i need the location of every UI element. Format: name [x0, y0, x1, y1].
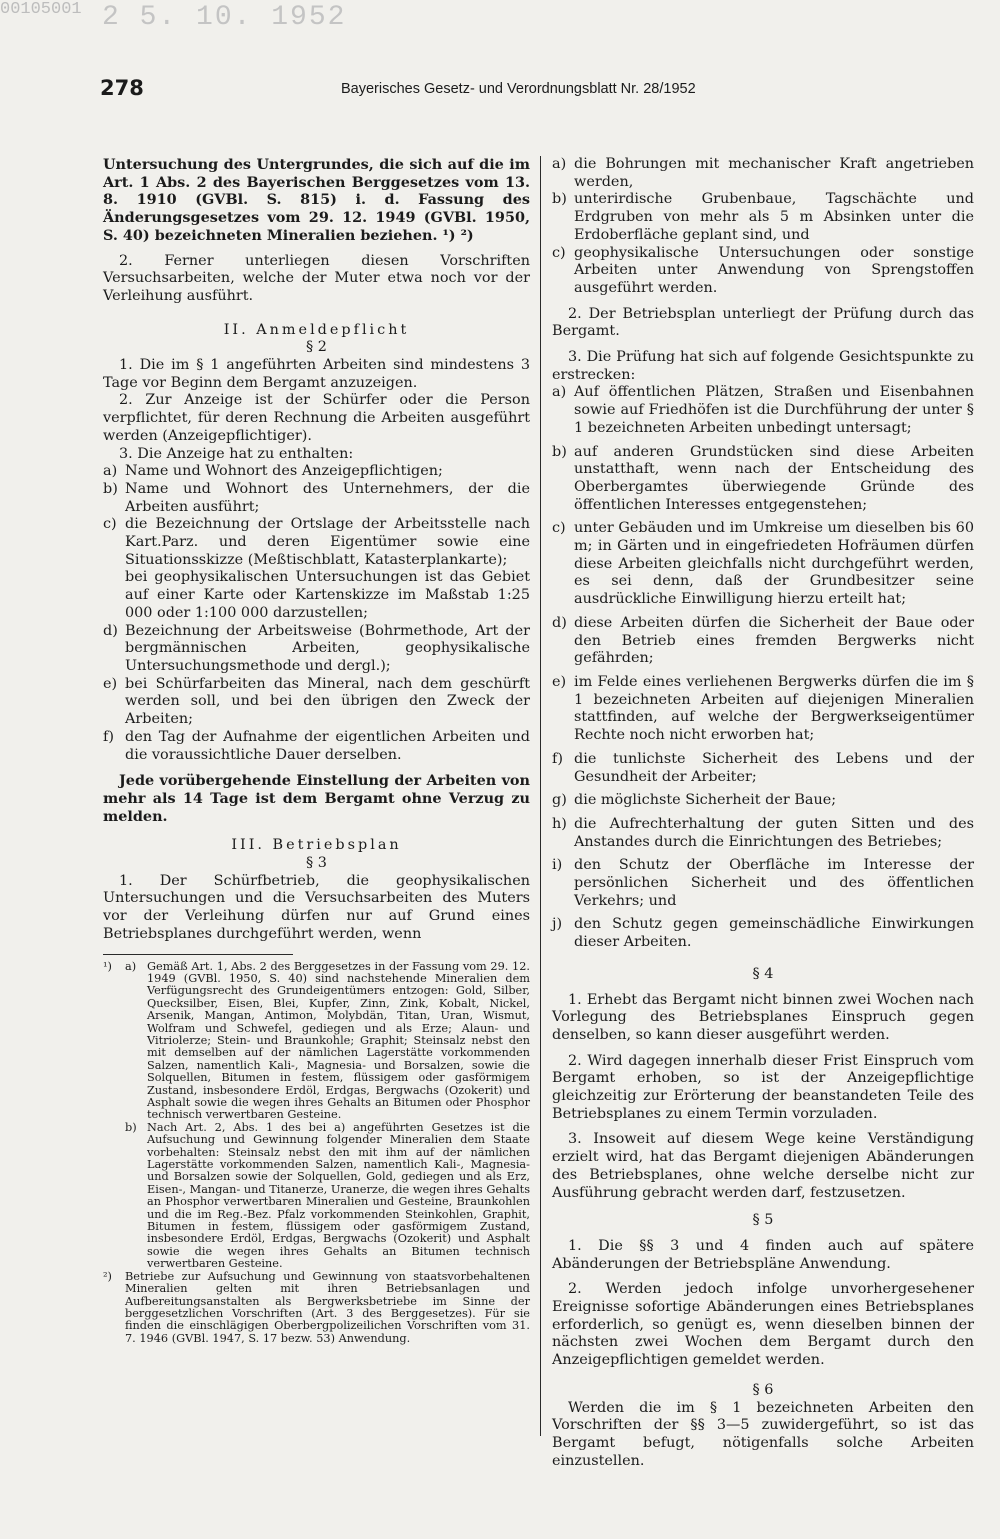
list-item: c) unter Gebäuden und im Umkreise um dieselben bis 60 m; in Gärten und in eingefriedeten Hofräumen dürfen diese Arbeiten gleichfalls nicht durchgeführt werden, es sei denn, daß der Grundbesitzer seine ausdrückliche Einwilligung hierzu erteilt hat;	[552, 520, 974, 608]
section-4-paragraph-sign: § 4	[752, 965, 774, 982]
section-2-title: II. Anmeldepflicht	[223, 321, 410, 338]
date-stamp: 2 5. 10. 1952	[102, 2, 347, 33]
list-item: h) die Aufrechterhaltung der guten Sitten und des Anstandes durch die Einrichtungen des Betriebes;	[552, 815, 974, 850]
paragraph-2-2: 2. Zur Anzeige ist der Schürfer oder die Person verpflichtet, für deren Rechnung die Arbeiten ausgeführt werden (Anzeigepflichtiger).	[103, 392, 530, 444]
list-item: j) den Schutz gegen gemeinschädliche Einwirkungen dieser Arbeiten.	[552, 916, 974, 951]
anzeige-list	[103, 463, 530, 764]
paragraph-2-1: 1. Die im § 1 angeführten Arbeiten sind mindestens 3 Tage vor Beginn dem Bergamt anzuzeigen.	[103, 357, 530, 391]
right-column	[552, 156, 974, 1470]
paragraph-2-3: 3. Die Anzeige hat zu enthalten:	[119, 445, 354, 462]
list-item: d) diese Arbeiten dürfen die Sicherheit der Baue oder den Betrieb eines fremden Bergwerks nicht gefährden;	[552, 614, 974, 667]
list-item: a) Auf öffentlichen Plätzen, Straßen und Eisenbahnen sowie auf Friedhöfen ist die Durchführung der unter § 1 bezeichneten Arbeiten unbedingt untersagt;	[552, 384, 974, 436]
paragraph-1-2: 2. Ferner unterliegen diesen Vorschriften Versuchsarbeiten, welche der Muter etwa noch vor der Verleihung ausführt.	[103, 252, 530, 304]
paragraph-5-1: 1. Die §§ 3 und 4 finden auch auf spätere Abänderungen der Betriebspläne Anwendung.	[552, 1237, 974, 1272]
paragraph-5-2: 2. Werden jedoch infolge unvorhergesehener Ereignisse sofortige Abänderungen eines Betriebsplanes erforderlich, so genügt es, wenn dieselben binnen der nächsten zwei Wochen dem Bergamt durch den Anzeigepflichtigen gemeldet werden.	[552, 1281, 974, 1369]
paragraph-3-2: 2. Der Betriebsplan unterliegt der Prüfung durch das Bergamt.	[552, 305, 974, 340]
section-3-paragraph-sign: § 3	[306, 855, 327, 872]
list-item: b) unterirdische Grubenbaue, Tagschächte und Erdgruben von mehr als 5 m Absinken unter die Erdoberfläche geplant sind, und	[552, 191, 974, 243]
list-item: a) die Bohrungen mit mechanischer Kraft angetrieben werden,	[552, 156, 974, 190]
paragraph-3-1: 1. Der Schürfbetrieb, die geophysikalischen Untersuchungen und die Versuchsarbeiten des Muters vor der Verleihung dürfen nur auf Grund eines Betriebsplanes durchgeführt werden, wenn	[103, 872, 530, 942]
list-item: d) Bezeichnung der Arbeitsweise (Bohrmethode, Art der bergmännischen Arbeiten, geophysikalische Untersuchungsmethode und dergl.);	[103, 622, 530, 674]
list-item: i) den Schutz der Oberfläche im Interesse der persönlichen Sicherheit und des öffentlichen Verkehrs; und	[552, 857, 974, 909]
paragraph-4-2: 2. Wird dagegen innerhalb dieser Frist Einspruch vom Bergamt erhoben, so ist der Anzeigepflichtige gleichzeitig zur Erörterung der beanstandeten Teile des Betriebsplanes zu einem Termin vorzuladen.	[552, 1052, 974, 1122]
suspension-paragraph: Jede vorübergehende Einstellung der Arbeiten von mehr als 14 Tage ist dem Bergamt ohne Verzug zu melden.	[103, 772, 530, 825]
intro-paragraph: Untersuchung des Untergrundes, die sich auf die im Art. 1 Abs. 2 des Bayerischen Berggesetzes vom 13. 8. 1910 (GVBl. S. 815) i. d. Fassung des Änderungsgesetzes vom 29. 12. 1949 (GVBl. 1950, S. 40) bezeichneten Mineralien beziehen. ¹) ²)	[103, 156, 530, 244]
footnote-1: ¹) a) Gemäß Art. 1, Abs. 2 des Berggesetzes in der Fassung vom 29. 12. 1949 (GVBl. 1950, S. 40) sind nachstehende Mineralien dem Verfügungsrecht des Grundeigentümers entzogen: Gold, Silber, Quecksilber, Eisen, Blei, Kupfer, Zinn, Zink, Kobalt, Nickel, Arsenik, Mangan, Antimon, Molybdän, Titan, Uran, Wismut, Wolfram und Schwefel, gediegen und als Erze; Alaun- und Vitriolerze; Stein- und Braunkohle; Graphit; Steinsalz nebst den mit demselben auf der nämlichen Lagerstätte vorkommenden Salzen, namentlich Kali-, Magnesia- und Borsalzen, sowie die Solquellen, Bitumen in festem, flüssigem oder gasförmigem Zustand, insbesondere Erdöl, Erdgas, Bergwachs (Ozokerit) und Asphalt sowie die wegen ihres Gehalts an Bitumen oder Phosphor technisch verwertbaren Gesteine. b) Nach Art. 2, Abs. 1 des bei a) angeführten Gesetzes ist die Aufsuchung und Gewinnung folgender Mineralien dem Staate vorbehalten: Steinsalz nebst den mit ihm auf der nämlichen Lagerstätte vorkommenden Salzen, namentlich Kali-, Magnesia- und Borsalzen sowie der Solquellen, Gold, gediegen und als Erz, Eisen-, Mangan- und Titanerze, Uranerze, die wegen ihres Gehalts an Phosphor verwertbaren Mineralien und Gesteine, Braunkohlen und die im Reg.-Bez. Pfalz vorkommenden Steinkohlen, Graphit, Bitumen in festem, flüssigem oder gasförmigem Zustand, insbesondere Erdöl, Erdgas, Bergwachs (Ozokerit) und Asphalt sowie die wegen ihres Gehalts an Bitumen technisch verwertbaren Gesteine.	[103, 959, 530, 1271]
paragraph-4-1: 1. Erhebt das Bergamt nicht binnen zwei Wochen nach Vorlegung des Betriebsplanes Einspruch gegen denselben, so kann dieser ausgeführt werden.	[552, 991, 974, 1043]
list-item: b) Name und Wohnort des Unternehmers, der die Arbeiten ausführt;	[103, 480, 530, 515]
list-item: b) auf anderen Grundstücken sind diese Arbeiten unstatthaft, wenn nach der Entscheidung des Oberbergamtes überwiegende Gründe des öffentlichen Interesses entgegenstehen;	[552, 443, 974, 513]
pruefung-list	[552, 384, 974, 951]
list-item: f) den Tag der Aufnahme der eigentlichen Arbeiten und die voraussichtliche Dauer derselben.	[103, 728, 530, 763]
paragraph-3-3: 3. Die Prüfung hat sich auf folgende Gesichtspunkte zu erstrecken:	[552, 349, 974, 383]
list-item: e) im Felde eines verliehenen Bergwerks dürfen die im § 1 bezeichneten Arbeiten auf diejenigen Mineralien stattfinden, auf welche der Bergwerkseigentümer Rechte noch nicht erworben hat;	[552, 673, 974, 744]
list-item: f) die tunlichste Sicherheit des Lebens und der Gesundheit der Arbeiter;	[552, 750, 974, 785]
column-divider	[540, 156, 541, 1436]
list-item: g) die möglichste Sicherheit der Baue;	[552, 792, 837, 809]
archive-stamp: 00105001	[0, 0, 82, 19]
paragraph-6-1: Werden die im § 1 bezeichneten Arbeiten den Vorschriften der §§ 3—5 zuwidergeführt, so ist das Bergamt befugt, nötigenfalls solche Arbeiten einzustellen.	[552, 1399, 974, 1469]
footnotes	[103, 961, 530, 1346]
section-5-paragraph-sign: § 5	[752, 1212, 774, 1229]
list-item: e) bei Schürfarbeiten das Mineral, nach dem geschürft werden soll, und bei den übrigen den Zweck der Arbeiten;	[103, 675, 530, 728]
list-item: c) die Bezeichnung der Ortslage der Arbeitsstelle nach Kart.Parz. und deren Eigentümer sowie eine Situationsskizze (Meßtischblatt, Katasterplankarte); bei geophysikalischen Untersuchungen ist das Gebiet auf einer Karte oder Kartenskizze im Maßstab 1:25 000 oder 1:100 000 darzustellen;	[103, 516, 530, 621]
section-6-paragraph-sign: § 6	[752, 1381, 774, 1398]
page-header-title: Bayerisches Gesetz- und Verordnungsblatt Nr. 28/1952	[341, 81, 696, 97]
section-3-title: III. Betriebsplan	[231, 837, 402, 854]
section-2-paragraph-sign: § 2	[306, 339, 327, 356]
left-column	[103, 156, 530, 1345]
list-item: c) geophysikalische Untersuchungen oder sonstige Arbeiten unter Anwendung von Sprengstoffen ausgeführt werden.	[552, 244, 974, 296]
list-item: a) Name und Wohnort des Anzeigepflichtigen;	[103, 463, 443, 480]
betriebsplan-conditions-list	[552, 156, 974, 298]
footnote-2: ²) Betriebe zur Aufsuchung und Gewinnung von staatsvorbehaltenen Mineralien gelten mit ihren Betriebsanlagen und Aufbereitungsanstalten als Bergwerksbetriebe im Sinne der berggesetzlichen Vorschriften (Art. 3 des Berggesetzes). Für sie finden die einschlägigen Oberbergpolizeilichen Vorschriften vom 31. 7. 1946 (GVBl. 1947, S. 17 bezw. 53) Anwendung.	[103, 1269, 530, 1345]
paragraph-4-3: 3. Insoweit auf diesem Wege keine Verständigung erzielt wird, hat das Bergamt diejenigen Abänderungen des Betriebsplanes, ohne welche derselbe nicht zur Ausführung gebracht werden darf, festzusetzen.	[552, 1131, 974, 1201]
footnote-rule	[103, 954, 293, 955]
page-number: 278	[100, 76, 144, 100]
